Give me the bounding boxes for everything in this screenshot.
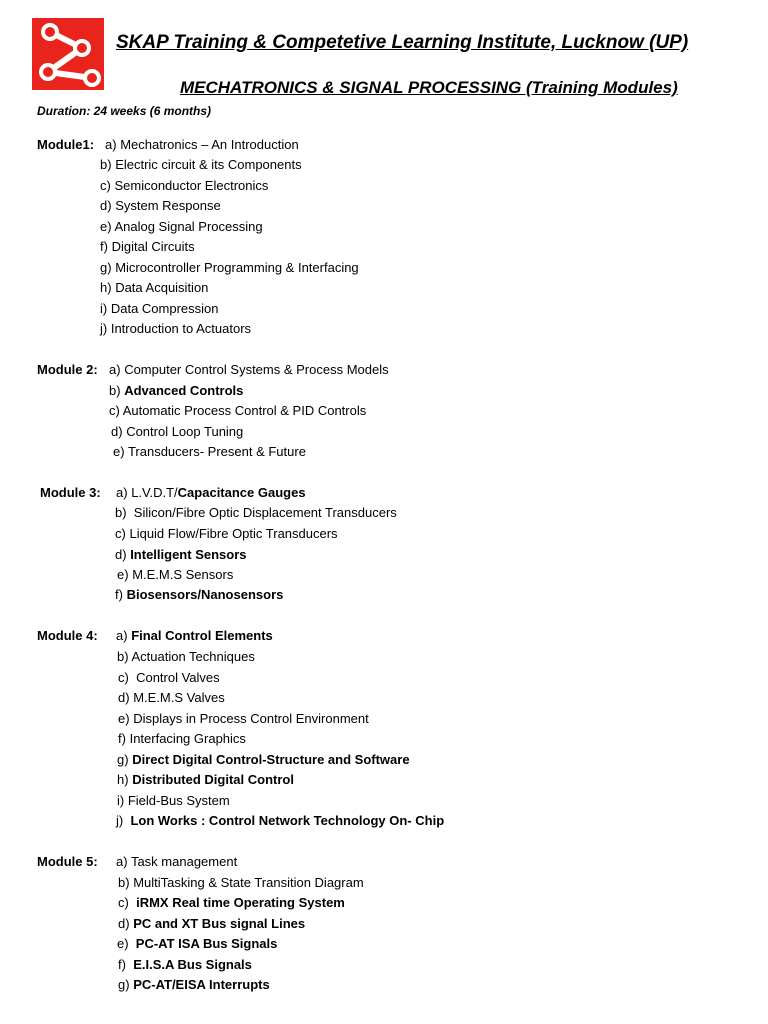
- module-1-item-g: g) Microcontroller Programming & Interfacing: [100, 260, 359, 275]
- module-1-item-b: b) Electric circuit & its Components: [100, 157, 302, 172]
- module-5-item-d: d) PC and XT Bus signal Lines: [118, 916, 306, 931]
- module-1-item-f: f) Digital Circuits: [100, 239, 195, 254]
- module-4-item-c: c) Control Valves: [118, 670, 220, 685]
- module-2-item-c: c) Automatic Process Control & PID Controls: [109, 403, 367, 418]
- module-1-item-e: e) Analog Signal Processing: [100, 219, 263, 234]
- module-3-item-e: e) M.E.M.S Sensors: [117, 567, 234, 582]
- module-5-item-b: b) MultiTasking & State Transition Diagram: [118, 875, 364, 890]
- module-2-item-d: d) Control Loop Tuning: [111, 424, 244, 439]
- module-4-item-a: a) Final Control Elements: [116, 628, 273, 643]
- module-1-label: Module1:: [37, 137, 95, 152]
- module-2-item-b: b) Advanced Controls: [109, 383, 244, 398]
- module-4-label: Module 4:: [37, 628, 98, 643]
- module-3-label: Module 3:: [40, 485, 101, 500]
- module-1-item-c: c) Semiconductor Electronics: [100, 178, 269, 193]
- module-3-item-d: d) Intelligent Sensors: [115, 547, 247, 562]
- duration-text: Duration: 24 weeks (6 months): [37, 104, 212, 118]
- module-2-item-e: e) Transducers- Present & Future: [113, 444, 306, 459]
- document-title: MECHATRONICS & SIGNAL PROCESSING (Training Modules): [180, 78, 678, 97]
- module-4-item-i: i) Field-Bus System: [117, 793, 230, 808]
- module-5-item-c: c) iRMX Real time Operating System: [118, 895, 345, 910]
- module-2-item-a: a) Computer Control Systems & Process Models: [109, 362, 389, 377]
- module-5-item-f: f) E.I.S.A Bus Signals: [118, 957, 252, 972]
- module-5-item-g: g) PC-AT/EISA Interrupts: [118, 977, 270, 992]
- module-5-item-a: a) Task management: [116, 854, 238, 869]
- module-4-item-g: g) Direct Digital Control-Structure and Software: [117, 752, 410, 767]
- module-1-item-i: i) Data Compression: [100, 301, 219, 316]
- module-4-item-b: b) Actuation Techniques: [117, 649, 255, 664]
- module-4-item-d: d) M.E.M.S Valves: [118, 690, 225, 705]
- module-4-item-j: j) Lon Works : Control Network Technology On- Chip: [116, 813, 445, 828]
- module-3-item-a: a) L.V.D.T/Capacitance Gauges: [116, 485, 306, 500]
- module-3-item-f: f) Biosensors/Nanosensors: [115, 587, 284, 602]
- institute-title: SKAP Training & Competetive Learning Institute, Lucknow (UP): [116, 32, 689, 53]
- module-4-item-e: e) Displays in Process Control Environment: [118, 711, 369, 726]
- module-4-item-h: h) Distributed Digital Control: [117, 772, 294, 787]
- module-2-label: Module 2:: [37, 362, 98, 377]
- institute-logo: [32, 18, 104, 90]
- module-4-item-f: f) Interfacing Graphics: [118, 731, 246, 746]
- module-5-item-e: e) PC-AT ISA Bus Signals: [117, 936, 278, 951]
- module-3-item-b: b) Silicon/Fibre Optic Displacement Transducers: [115, 505, 397, 520]
- module-1-item-d: d) System Response: [100, 198, 221, 213]
- module-1-item-j: j) Introduction to Actuators: [100, 321, 252, 336]
- module-3-item-c: c) Liquid Flow/Fibre Optic Transducers: [115, 526, 338, 541]
- module-1-item-h: h) Data Acquisition: [100, 280, 209, 295]
- module-1-item-a: a) Mechatronics – An Introduction: [105, 137, 299, 152]
- module-5-label: Module 5:: [37, 854, 98, 869]
